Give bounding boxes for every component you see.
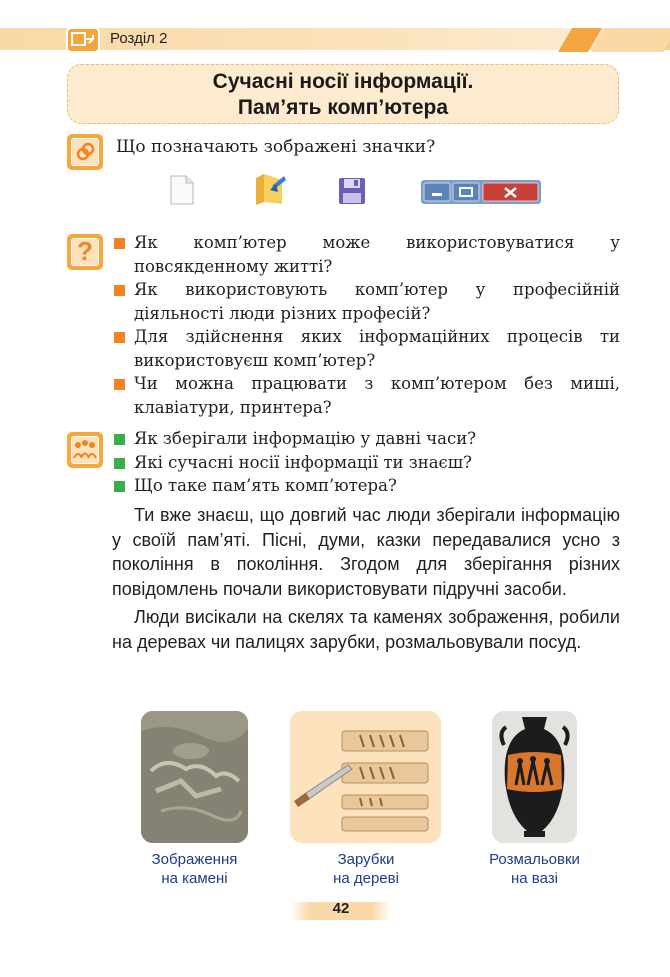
task-icon: [67, 134, 103, 170]
list-item: Що таке пам’ять комп’ютера?: [112, 474, 620, 498]
file-icon: [170, 175, 194, 205]
header-decoration-light: [591, 28, 670, 52]
section-return-icon: [66, 27, 100, 53]
save-icon: [338, 177, 366, 205]
caption-vase: Розмальовки на вазі: [489, 851, 580, 887]
body-text: [112, 503, 620, 654]
bullet-square: [114, 379, 125, 390]
orange-question-list: [112, 231, 620, 419]
title-line-1: Сучасні носії інформації.: [212, 70, 474, 93]
bullet-square: [114, 434, 125, 445]
page-title: [67, 64, 619, 124]
section-label: Розділ 2: [110, 30, 168, 47]
task-question: Що позначають зображені значки?: [116, 137, 436, 157]
window-controls-icon: [421, 180, 541, 204]
bullet-square: [114, 458, 125, 469]
list-item: Як використовують комп’ютер у професійній діяльності люди різних професій?: [112, 278, 620, 325]
group-discussion-icon: [67, 432, 103, 468]
list-item: Які сучасні носії інформації ти знаєш?: [112, 451, 620, 475]
bullet-square: [114, 332, 125, 343]
title-line-2: Пам’ять комп’ютера: [237, 96, 449, 119]
folder-icon: [252, 172, 288, 206]
bullet-square: [114, 238, 125, 249]
paragraph-2: Люди висікали на скелях та каменях зображення, робили на деревах чи палицях зарубки, розмальовували посуд.: [112, 607, 620, 652]
stone-carving-image: [141, 711, 248, 843]
caption-wood: Зарубки на дереві: [333, 851, 399, 887]
paragraph-1: Ти вже знаєш, що довгий час люди зберігали інформацію у своїй пам’яті. Пісні, думи, казки передавалися усно з покоління в покоління. Згодом для зберігання різних повідомлень почали використовувати підручні засоби.: [112, 505, 620, 599]
bullet-square: [114, 481, 125, 492]
green-question-list: [112, 427, 620, 498]
bullet-square: [114, 285, 125, 296]
list-item: Як комп’ютер може використовуватися у повсякденному житті?: [112, 231, 620, 278]
list-item: Чи можна працювати з комп’ютером без миші, клавіатури, принтера?: [112, 372, 620, 419]
question-mark-icon: ?: [67, 234, 103, 270]
list-item: Для здійснення яких інформаційних процесів ти використовуєш комп’ютер?: [112, 325, 620, 372]
wood-notches-image: [290, 711, 441, 843]
page-number: 42: [332, 900, 350, 917]
painted-vase-image: [492, 711, 577, 843]
caption-stone: Зображення на камені: [151, 851, 238, 887]
list-item: Як зберігали інформацію у давні часи?: [112, 427, 620, 451]
